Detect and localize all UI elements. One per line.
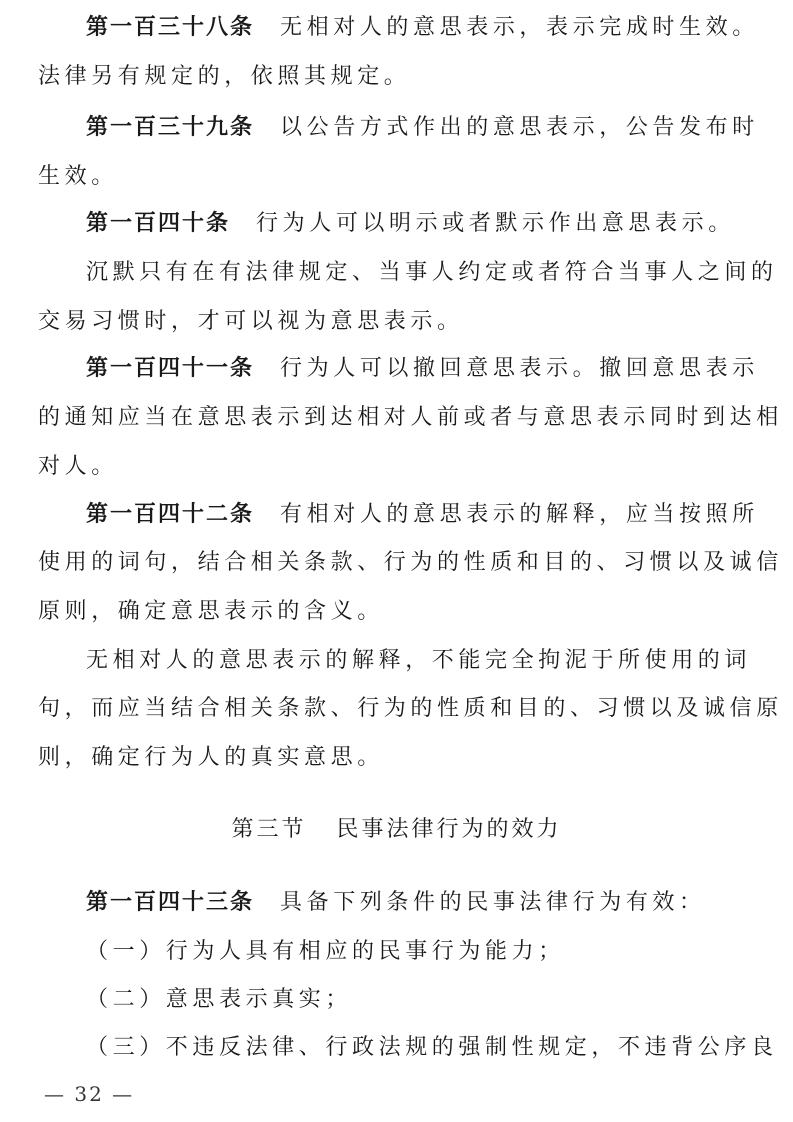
article-140-number: 第一百四十条 — [86, 211, 231, 236]
article-143-item-3: （三）不违反法律、行政法规的强制性规定，不违背公序良 — [86, 1035, 778, 1060]
article-143-item-1: （一）行为人具有相应的民事行为能力； — [86, 939, 565, 964]
article-139-text: 以公告方式作出的意思表示，公告发布时 — [280, 115, 759, 140]
article-141-number: 第一百四十一条 — [86, 356, 255, 381]
article-141-first-line — [86, 354, 760, 384]
article-143-text: 具备下列条件的民事法律行为有效： — [280, 890, 706, 915]
article-142-para-2-line-1: 无相对人的意思表示的解释，不能完全拘泥于所使用的词 — [86, 648, 752, 673]
article-142-line-3: 原则，确定意思表示的含义。 — [38, 599, 384, 624]
article-141-text: 行为人可以撤回意思表示。撤回意思表示 — [280, 356, 759, 381]
article-142-number: 第一百四十二条 — [86, 502, 255, 527]
article-143-item-2: （二）意思表示真实； — [86, 987, 353, 1012]
section-label: 第三节 — [231, 817, 307, 842]
page-number: — 32 — — [44, 1082, 135, 1106]
section-title: 民事法律行为的效力 — [336, 817, 562, 842]
section-heading — [0, 815, 793, 845]
article-143-number: 第一百四十三条 — [86, 890, 255, 915]
article-142-para-2-line-2: 句，而应当结合相关条款、行为的性质和目的、习惯以及诚信原 — [38, 696, 783, 721]
article-141-line-2: 的通知应当在意思表示到达相对人前或者与意思表示同时到达相 — [38, 405, 783, 430]
article-138-line-2: 法律另有规定的，依照其规定。 — [38, 64, 411, 89]
article-141-line-3: 对人。 — [38, 454, 118, 479]
article-138-number: 第一百三十八条 — [86, 15, 255, 40]
article-140-first-line — [86, 209, 760, 239]
article-139-first-line — [86, 113, 760, 143]
article-142-line-2: 使用的词句，结合相关条款、行为的性质和目的、习惯以及诚信 — [38, 550, 783, 575]
article-142-text: 有相对人的意思表示的解释，应当按照所 — [280, 502, 759, 527]
article-142-first-line — [86, 500, 760, 530]
article-138-first-line — [86, 13, 760, 43]
article-140-para-2-line-2: 交易习惯时，才可以视为意思表示。 — [38, 309, 464, 334]
article-139-number: 第一百三十九条 — [86, 115, 255, 140]
article-138-text: 无相对人的意思表示，表示完成时生效。 — [280, 15, 759, 40]
article-140-text: 行为人可以明示或者默示作出意思表示。 — [256, 211, 735, 236]
article-140-para-2-line-1: 沉默只有在有法律规定、当事人约定或者符合当事人之间的 — [86, 260, 778, 285]
article-139-line-2: 生效。 — [38, 164, 118, 189]
article-143-first-line — [86, 888, 760, 918]
article-142-para-2-line-3: 则，确定行为人的真实意思。 — [38, 745, 384, 770]
